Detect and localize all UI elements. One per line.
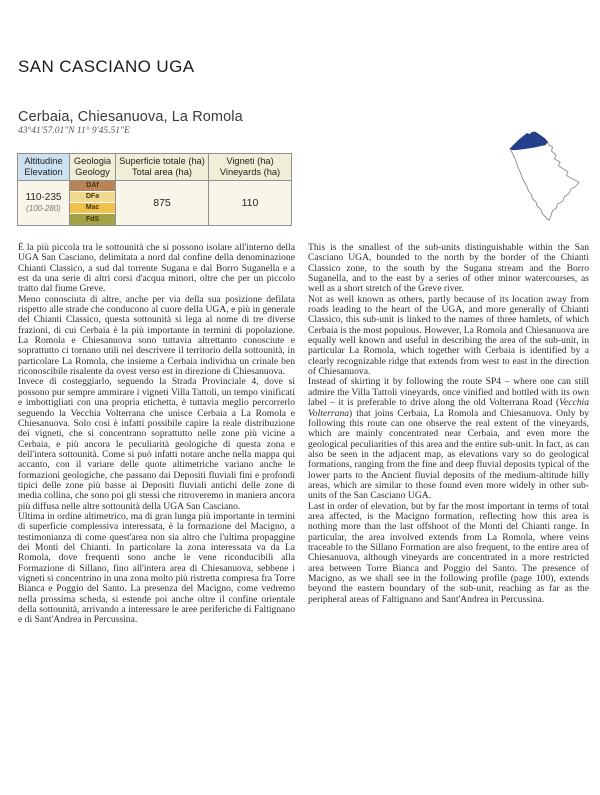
geology-band-dfa: DFa: [70, 192, 115, 203]
header-vineyards-en: Vineyards (ha): [219, 166, 281, 177]
region-map: [503, 128, 587, 230]
subunit-header: [18, 109, 243, 136]
header-total-area-it: Superficie totale (ha): [119, 156, 205, 166]
header-vineyards-it: Vigneti (ha): [226, 156, 274, 166]
header-total-area: [116, 154, 209, 181]
subunit-title: Cerbaia, Chiesanuova, La Romola: [18, 109, 243, 125]
page-title: SAN CASCIANO UGA: [18, 57, 195, 76]
italian-paragraph: Ultima in ordine altimetrico, ma di gran lunga più importante in termini di superficie complessiva interessata, è la formazione del Macigno, a testimonianza di come quest'area non sia altro che l'ultima propaggine dei Monti del Chianti. In particolare la zona interessata va da La Romola, dove frequenti sono anche le vene riconducibili alla Formazione di Sillano, fino all'intera area di Chiesanuova, sebbene i vigneti si concentrino in una zona molto più ristretta compresa fra Torre Bianca e Poggio del Santo. La presenza del Macigno, come vedremo nella prossima scheda, si estende poi anche oltre il confine orientale della sottounità, arrivando a interessare le aree periferiche di Faltignano e di Sant'Andrea in Percussina.: [18, 510, 295, 626]
stats-table: [17, 153, 292, 226]
header-elevation-en: Elevation: [24, 166, 63, 177]
header-geology-it: Geologia: [73, 156, 112, 166]
total-area-value: 875: [116, 180, 209, 225]
english-paragraph: This is the smallest of the sub-units distinguishable within the San Casciano UGA, bounded to the north by the border of the Chianti Classico zone, to the south by the Sugana stream and the Borro Suganella, and to the east by a series of other minor watercourses, as well as a short stretch of the Greve river.: [308, 242, 589, 295]
english-paragraph: Not as well known as others, partly because of its location away from roads leading to the heart of the UGA, and more generally of Chianti Classico, this sub-unit is linked to the names of three hamlets, of which Cerbaia is the most populous. However, La Romola and Chiesanuova are equally well known and useful in describing the area of the sub-unit, in particular La Romola, which together with Cerbaia is identified by a clearly recognizable ridge that extends from west to east in the direction of Chiesanuova.: [308, 293, 589, 378]
elevation-range: 110-235: [25, 192, 62, 204]
geology-band-mac: Mac: [70, 203, 115, 214]
english-paragraph-segment: Instead of skirting it by following the route SP4 – where one can still admire the Villa Tattoli vineyards, once vinified and bottled with its own label – it is preferable to drive along the old Volterrana Road (: [308, 376, 589, 409]
italian-paragraph: È la più piccola tra le sottounità che si possono isolare all'interno della UGA San Casciano, delimitata a nord dal confine della denominazione Chianti Classico, a sud dal torrente Sugana e dal Borro Suganella e a est da una serie di altri corsi d'acqua minori, oltre che per un piccolo tratto dal fiume Greve.: [18, 242, 295, 295]
region-map-svg: [503, 128, 587, 230]
header-geology: [70, 154, 116, 181]
header-geology-en: Geology: [75, 166, 110, 177]
stats-data-row: [18, 180, 292, 225]
geology-cell: [70, 180, 116, 225]
elevation-range-extended: (100-280): [26, 204, 61, 214]
geology-band-daf: DAf: [70, 181, 115, 192]
stats-header-row: [18, 154, 292, 181]
english-paragraph: Last in order of elevation, but by far the most important in terms of total area affected, is the Macigno formation, reflecting how this area is nothing more than the last offshoot of the Monti del Chianti range. In particular, the area involved extends from La Romola, where veins traceable to the Sillano Formation are also frequent, to the entire area of Chiesanuova, although vineyards are concentrated in a more restricted area between Torre Bianca and Poggio del Santo. The presence of Macigno, as we shall see in the following profile (page 100), extends beyond the eastern boundary of the sub-unit, reaching as far as the peripheral areas of Faltignano and Sant'Andrea in Percussina.: [308, 500, 589, 605]
english-paragraph: [308, 377, 589, 501]
italian-column: [18, 243, 295, 626]
vineyards-value: 110: [209, 180, 292, 225]
subunit-highlight: [510, 132, 548, 150]
header-elevation-it: Altitudine: [24, 156, 63, 166]
english-column: [308, 243, 589, 626]
italian-paragraph: Invece di costeggiarlo, seguendo la Strada Provinciale 4, dove si possono pur sempre ammirare i vigneti Villa Tattoli, un tempo vinificati e imbottigliati con una propria etichetta, è tuttavia meglio percorrerlo seguendo la Vecchia Volterrana che unisce Cerbaia a La Romola e Chiesanuova. Solo così è infatti possibile capire la reale distribuzione dei vigneti, che si concentrano soprattutto nelle zone più vicine a Cerbaia, e più ancora le peculiarità geologiche di questa zona e dell'intera sottounità. Come si può infatti notare anche nella mappa qui accanto, con il variare delle quote altimetriche variano anche le formazioni geologiche, che passano dai Depositi fluviali fini e profondi tipici delle zone più basse ai Depositi fluviali antichi delle zone di media collina, che sono poi gli stessi che ritroveremo in maniera ancora più diffusa nelle altre sottounità della UGA San Casciano.: [18, 376, 295, 512]
english-paragraph-segment: ) that joins Cerbaia, La Romola and Chiesanuova. Only by following this route can one observe the real extent of the vineyards, which are mainly concentrated near Cerbaia, and even more the geological peculiarities of this area and the entire sub-unit. In fact, as can also be seen in the adjacent map, as elevations vary so do geological formations, ranging from the fine and deep fluvial deposits typical of the lower parts to the Ancient fluvial deposits of the medium-altitude hilly areas, which are similar to those found even more widely in other sub-units of the San Casciano UGA.: [308, 407, 589, 502]
elevation-cell: [18, 180, 70, 225]
header-elevation: [18, 154, 70, 181]
header-total-area-en: Total area (ha): [132, 166, 192, 177]
geology-band-fds: FdS: [70, 214, 115, 225]
header-vineyards: [209, 154, 292, 181]
body-text-columns: [18, 243, 589, 626]
coordinates: 43°41'57.01"N 11° 9'45.51"E: [18, 126, 130, 136]
english-paragraph-italic: Vecchia Volterrana: [308, 397, 589, 419]
italian-paragraph: Meno conosciuta di altre, anche per via della sua posizione defilata rispetto alle strade che conducono al cuore della UGA, e più in generale del Chianti Classico, questa sottounità si lega al nome di tre diverse frazioni, di cui Cerbaia è la più importante in termini di popolazione. La Romola e Chiesanuova sono tuttavia altrettanto conosciute e soprattutto ci tornano utili nel descrivere il territorio della sottounità, in particolare La Romola, che insieme a Cerbaia individua un crinale ben riconoscibile risalente da ovest verso est in direzione di Chiesanuova.: [18, 293, 295, 378]
